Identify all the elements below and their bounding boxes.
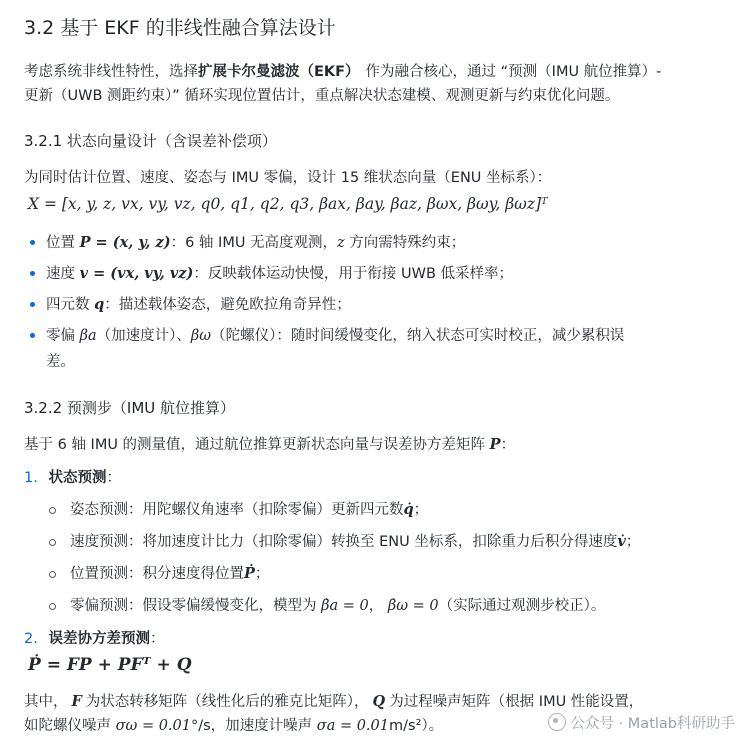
- bullet-position-text-2: 方向需特殊约束；: [344, 235, 466, 251]
- watermark-text: 公众号 · Matlab科研助手: [570, 716, 735, 732]
- footnote-line-2: [24, 714, 443, 735]
- bullet-velocity-text: ：反映载体运动快慢，用于衔接 UWB 低采样率；: [193, 266, 514, 282]
- bullet-bias-text-2: （陀螺仪）：随时间缓慢变化，纳入状态可实时校正，减少累积误: [211, 328, 625, 344]
- footnote-text-c: 为过程噪声矩阵（根据 IMU 性能设置，: [389, 694, 644, 710]
- sub-bullet-circle: [49, 571, 56, 578]
- bullet-quaternion: [46, 293, 351, 314]
- sub-bullet-circle: [49, 539, 56, 546]
- sub-bullet-circle: [49, 603, 56, 610]
- prediction-lead-end: ：: [500, 437, 516, 453]
- footnote-line-1: [24, 690, 643, 711]
- bullet-dot: [30, 271, 35, 276]
- bias-sep: ，: [368, 598, 384, 614]
- prediction-lead-text: 基于 6 轴 IMU 的测量值，通过航位推算更新状态向量与误差协方差矩阵: [24, 437, 486, 453]
- gyro-bias-eq: β̇ω = 0: [387, 598, 439, 614]
- gyro-bias-symbol: βω: [190, 328, 212, 344]
- state-vector-equation: X = [x, y, z, vx, vy, vz, q0, q1, q2, q3, βax, βay, βaz, βωx, βωy, βωz]ᵀ: [28, 195, 548, 213]
- title-colon: ：: [106, 470, 121, 486]
- intro-text-c: 作为融合核心，通过 “预测（IMU 航位推算）-: [365, 64, 662, 80]
- wechat-icon: [548, 713, 566, 731]
- covariance-equation: Ṗ = FP + PFᵀ + Q: [28, 655, 192, 675]
- cov-prediction-title: 误差协方差预测: [48, 631, 150, 647]
- sub-velocity-prediction: [70, 530, 640, 551]
- intro-ekf-bold: 扩展卡尔曼滤波（EKF）: [198, 64, 360, 80]
- attitude-text: 姿态预测：用陀螺仪角速率（扣除零偏）更新四元数: [70, 502, 404, 518]
- footnote-text-b: 为状态转移矩阵（线性化后的雅克比矩阵），: [85, 694, 369, 710]
- gyro-noise-eq: σω = 0.01: [115, 718, 191, 734]
- footnote-text-d: 如陀螺仪噪声: [24, 718, 111, 734]
- intro-text-a: 考虑系统非线性特性，选择: [24, 64, 198, 80]
- accel-bias-symbol: βa: [79, 328, 97, 344]
- bullet-quaternion-text: ：描述载体姿态，避免欧拉角奇异性；: [104, 297, 351, 313]
- pdot-symbol: Ṗ: [244, 565, 255, 582]
- bullet-position-text: ：6 轴 IMU 无高度观测，: [170, 235, 338, 251]
- footnote-text-f: m/s²）。: [389, 718, 444, 734]
- list-item-state-prediction: [24, 466, 121, 487]
- F-symbol: F: [71, 693, 82, 710]
- sub-bullet-circle: [49, 507, 56, 514]
- bullet-bias: [46, 324, 624, 345]
- intro-line-1: [24, 60, 661, 81]
- bullet-bias-text: （加速度计）、: [96, 328, 191, 344]
- position-pred-end: ；: [254, 566, 270, 582]
- state-vector-lead: 为同时估计位置、速度、姿态与 IMU 零偏，设计 15 维状态向量（ENU 坐标系）：: [24, 170, 552, 186]
- bullet-bias-label: 零偏: [46, 328, 75, 344]
- list-number: 1.: [24, 470, 38, 486]
- sub-bias-prediction: [70, 594, 605, 615]
- subsection-title-321: 3.2.1 状态向量设计（含误差补偿项）: [24, 132, 277, 150]
- bullet-dot: [30, 240, 35, 245]
- bullet-dot: [30, 333, 35, 338]
- bullet-dot: [30, 302, 35, 307]
- quaternion-symbol: q: [94, 296, 105, 313]
- bullet-position: [46, 231, 465, 252]
- z-symbol: z: [337, 235, 345, 251]
- position-pred-text: 位置预测：积分速度得位置: [70, 566, 244, 582]
- bullet-velocity-label: 速度: [46, 266, 75, 282]
- title-colon: ：: [149, 631, 165, 647]
- state-prediction-title: 状态预测: [48, 470, 107, 486]
- Q-symbol: Q: [372, 693, 386, 710]
- bullet-position-label: 位置: [46, 235, 75, 251]
- cov-matrix-symbol: P: [489, 436, 501, 453]
- bullet-bias-cont: 差。: [46, 354, 75, 370]
- section-heading: 3.2 基于 EKF 的非线性融合算法设计: [24, 17, 336, 39]
- footnote-text-e: °/s，加速度计噪声: [190, 718, 313, 734]
- bullet-quaternion-label: 四元数: [46, 297, 90, 313]
- bias-pred-text: 零偏预测：假设零偏缓慢变化，模型为: [70, 598, 317, 614]
- subsection-title-322: 3.2.2 预测步（IMU 航位推算）: [24, 399, 236, 417]
- list-number: 2.: [24, 631, 38, 647]
- accel-bias-eq: β̇a = 0: [321, 598, 369, 614]
- position-formula: P = (x, y, z): [79, 234, 171, 251]
- list-item-cov-prediction: [24, 627, 164, 648]
- velocity-pred-end: ；: [625, 534, 641, 550]
- qdot-symbol: q̇: [403, 501, 414, 518]
- velocity-pred-text: 速度预测：将加速度计比力（扣除零偏）转换至 ENU 坐标系，扣除重力后积分得速度: [70, 534, 618, 550]
- bullet-velocity: [46, 262, 513, 283]
- prediction-lead: [24, 433, 515, 454]
- watermark: [542, 712, 735, 733]
- bias-pred-end: （实际通过观测步校正）。: [438, 598, 606, 614]
- sub-attitude-prediction: [70, 498, 428, 519]
- intro-line-2: 更新（UWB 测距约束）” 循环实现位置估计，重点解决状态建模、观测更新与约束优化问题。: [24, 88, 620, 104]
- velocity-formula: v = (vx, vy, vz): [79, 265, 194, 282]
- attitude-end: ；: [413, 502, 429, 518]
- sub-position-prediction: [70, 562, 269, 583]
- vdot-symbol: v̇: [617, 533, 626, 550]
- accel-noise-eq: σa = 0.01: [316, 718, 389, 734]
- footnote-text-a: 其中，: [24, 694, 68, 710]
